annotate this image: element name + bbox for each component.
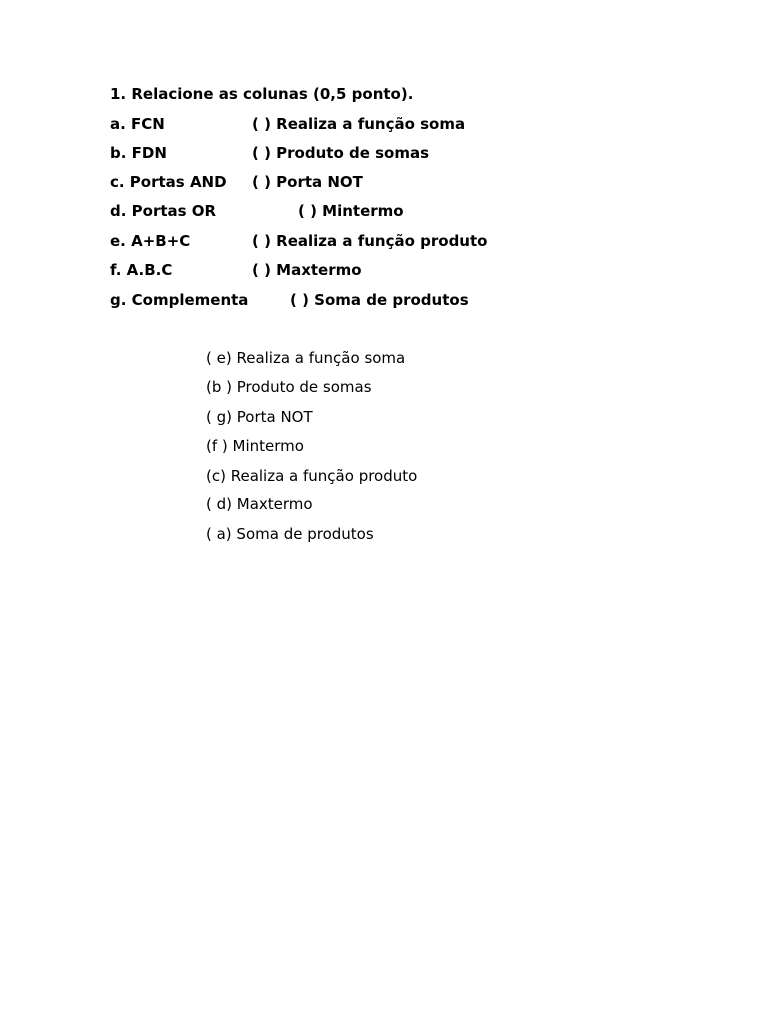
answer-line: (f ) Mintermo bbox=[206, 437, 304, 455]
matching-right-item: ( ) Maxtermo bbox=[252, 261, 362, 279]
answer-line: (c) Realiza a função produto bbox=[206, 467, 418, 485]
matching-right-item: ( ) Porta NOT bbox=[252, 173, 363, 191]
matching-right-item: ( ) Soma de produtos bbox=[290, 291, 469, 309]
answer-line: ( a) Soma de produtos bbox=[206, 525, 374, 543]
matching-right-item: ( ) Mintermo bbox=[298, 202, 404, 220]
question-title: 1. Relacione as colunas (0,5 ponto). bbox=[110, 85, 414, 103]
matching-left-item: g. Complementa bbox=[110, 291, 249, 309]
matching-right-item: ( ) Realiza a função produto bbox=[252, 232, 488, 250]
answer-line: ( e) Realiza a função soma bbox=[206, 349, 406, 367]
answer-line: ( g) Porta NOT bbox=[206, 408, 313, 426]
answer-line: ( d) Maxtermo bbox=[206, 495, 313, 513]
matching-right-item: ( ) Realiza a função soma bbox=[252, 115, 466, 133]
matching-left-item: e. A+B+C bbox=[110, 232, 191, 250]
matching-right-item: ( ) Produto de somas bbox=[252, 144, 430, 162]
matching-left-item: d. Portas OR bbox=[110, 202, 217, 220]
answer-line: (b ) Produto de somas bbox=[206, 378, 372, 396]
matching-left-item: c. Portas AND bbox=[110, 173, 227, 191]
matching-left-item: f. A.B.C bbox=[110, 261, 173, 279]
matching-left-item: a. FCN bbox=[110, 115, 165, 133]
matching-left-item: b. FDN bbox=[110, 144, 167, 162]
